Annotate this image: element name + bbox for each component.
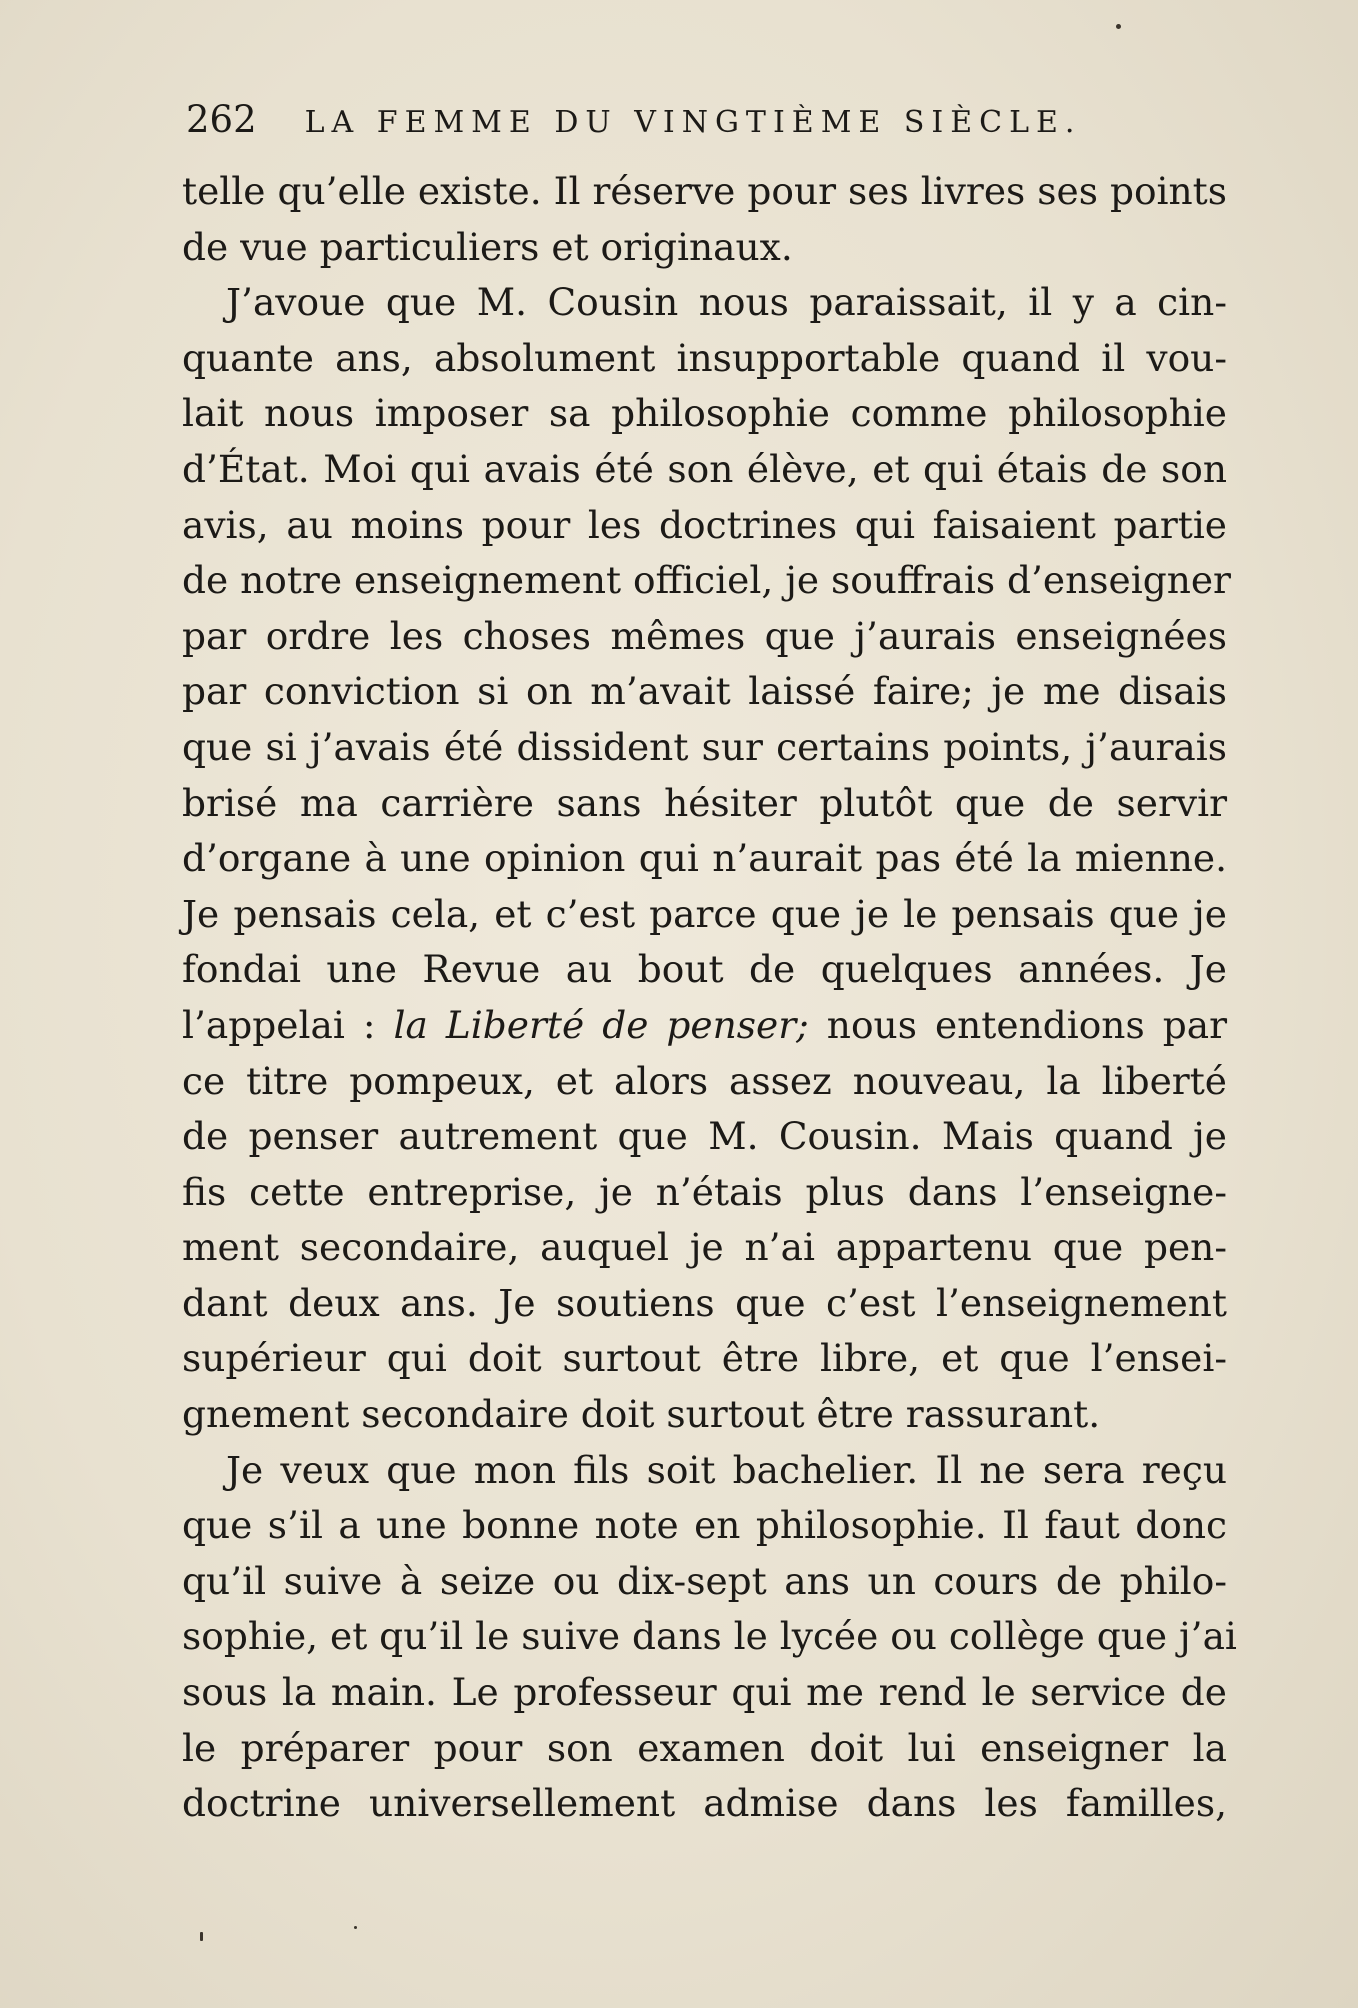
text-line: supérieur qui doit surtout être libre, et que l’ensei- <box>182 1336 1227 1381</box>
paper-speck <box>354 1926 357 1929</box>
text-run: l’appelai : <box>182 1002 394 1047</box>
text-line: qu’il suive à seize ou dix-sept ans un cours de philo- <box>182 1558 1227 1603</box>
text-line: Je pensais cela, et c’est parce que je le pensais que je <box>182 891 1227 936</box>
text-line-with-title <box>182 998 1227 1054</box>
text-line: d’État. Moi qui avais été son élève, et qui étais de son <box>182 446 1227 491</box>
text-line: que si j’avais été dissident sur certains points, j’aurais <box>182 724 1227 769</box>
text-line: ce titre pompeux, et alors assez nouveau, la liberté <box>182 1058 1227 1103</box>
text-line: brisé ma carrière sans hésiter plutôt que de servir <box>182 780 1227 825</box>
text-run: nous entendions par <box>808 1002 1228 1047</box>
text-line: d’organe à une opinion qui n’aurait pas été la mienne. <box>182 836 1227 881</box>
text-line: de notre enseignement officiel, je souffrais d’enseigner <box>182 558 1231 603</box>
review-title: la Liberté de penser; <box>393 1002 809 1047</box>
text-line: quante ans, absolument insupportable quand il vou- <box>182 335 1227 380</box>
paper-speck <box>1116 24 1121 29</box>
text-line: par ordre les choses mêmes que j’aurais enseignées <box>182 613 1227 658</box>
body-text <box>182 164 1237 1832</box>
text-line: gnement secondaire doit surtout être rassurant. <box>182 1392 1101 1437</box>
text-line: avis, au moins pour les doctrines qui faisaient partie <box>182 502 1227 547</box>
text-line: de penser autrement que M. Cousin. Mais quand je <box>182 1114 1227 1159</box>
text-line: par conviction si on m’avait laissé faire; je me disais <box>182 669 1227 714</box>
paper-speck <box>200 1932 203 1941</box>
running-head <box>186 98 1116 148</box>
text-line: J’avoue que M. Cousin nous paraissait, il y a cin- <box>226 280 1227 325</box>
text-line: doctrine universellement admise dans les familles, <box>182 1781 1227 1826</box>
text-line: telle qu’elle existe. Il réserve pour ses livres ses points <box>182 169 1227 213</box>
text-line: ment secondaire, auquel je n’ai appartenu que pen- <box>182 1225 1227 1270</box>
text-line: que s’il a une bonne note en philosophie. Il faut donc <box>182 1503 1227 1548</box>
text-line: sophie, et qu’il le suive dans le lycée ou collège que j’ai <box>182 1614 1237 1659</box>
text-line: de vue particuliers et originaux. <box>182 224 793 269</box>
page-number: 262 <box>186 98 257 141</box>
text-line: dant deux ans. Je soutiens que c’est l’enseignement <box>182 1280 1227 1325</box>
running-title: LA FEMME DU VINGTIÈME SIÈCLE. <box>304 105 1082 140</box>
text-line: fondai une Revue au bout de quelques années. Je <box>182 947 1227 992</box>
text-line: sous la main. Le professeur qui me rend le service de <box>182 1670 1227 1715</box>
text-line: lait nous imposer sa philosophie comme philosophie <box>182 391 1227 436</box>
text-line: fis cette entreprise, je n’étais plus dans l’enseigne- <box>182 1169 1227 1214</box>
text-line: le préparer pour son examen doit lui enseigner la <box>182 1725 1227 1770</box>
text-line: Je veux que mon fils soit bachelier. Il ne sera reçu <box>226 1447 1227 1492</box>
